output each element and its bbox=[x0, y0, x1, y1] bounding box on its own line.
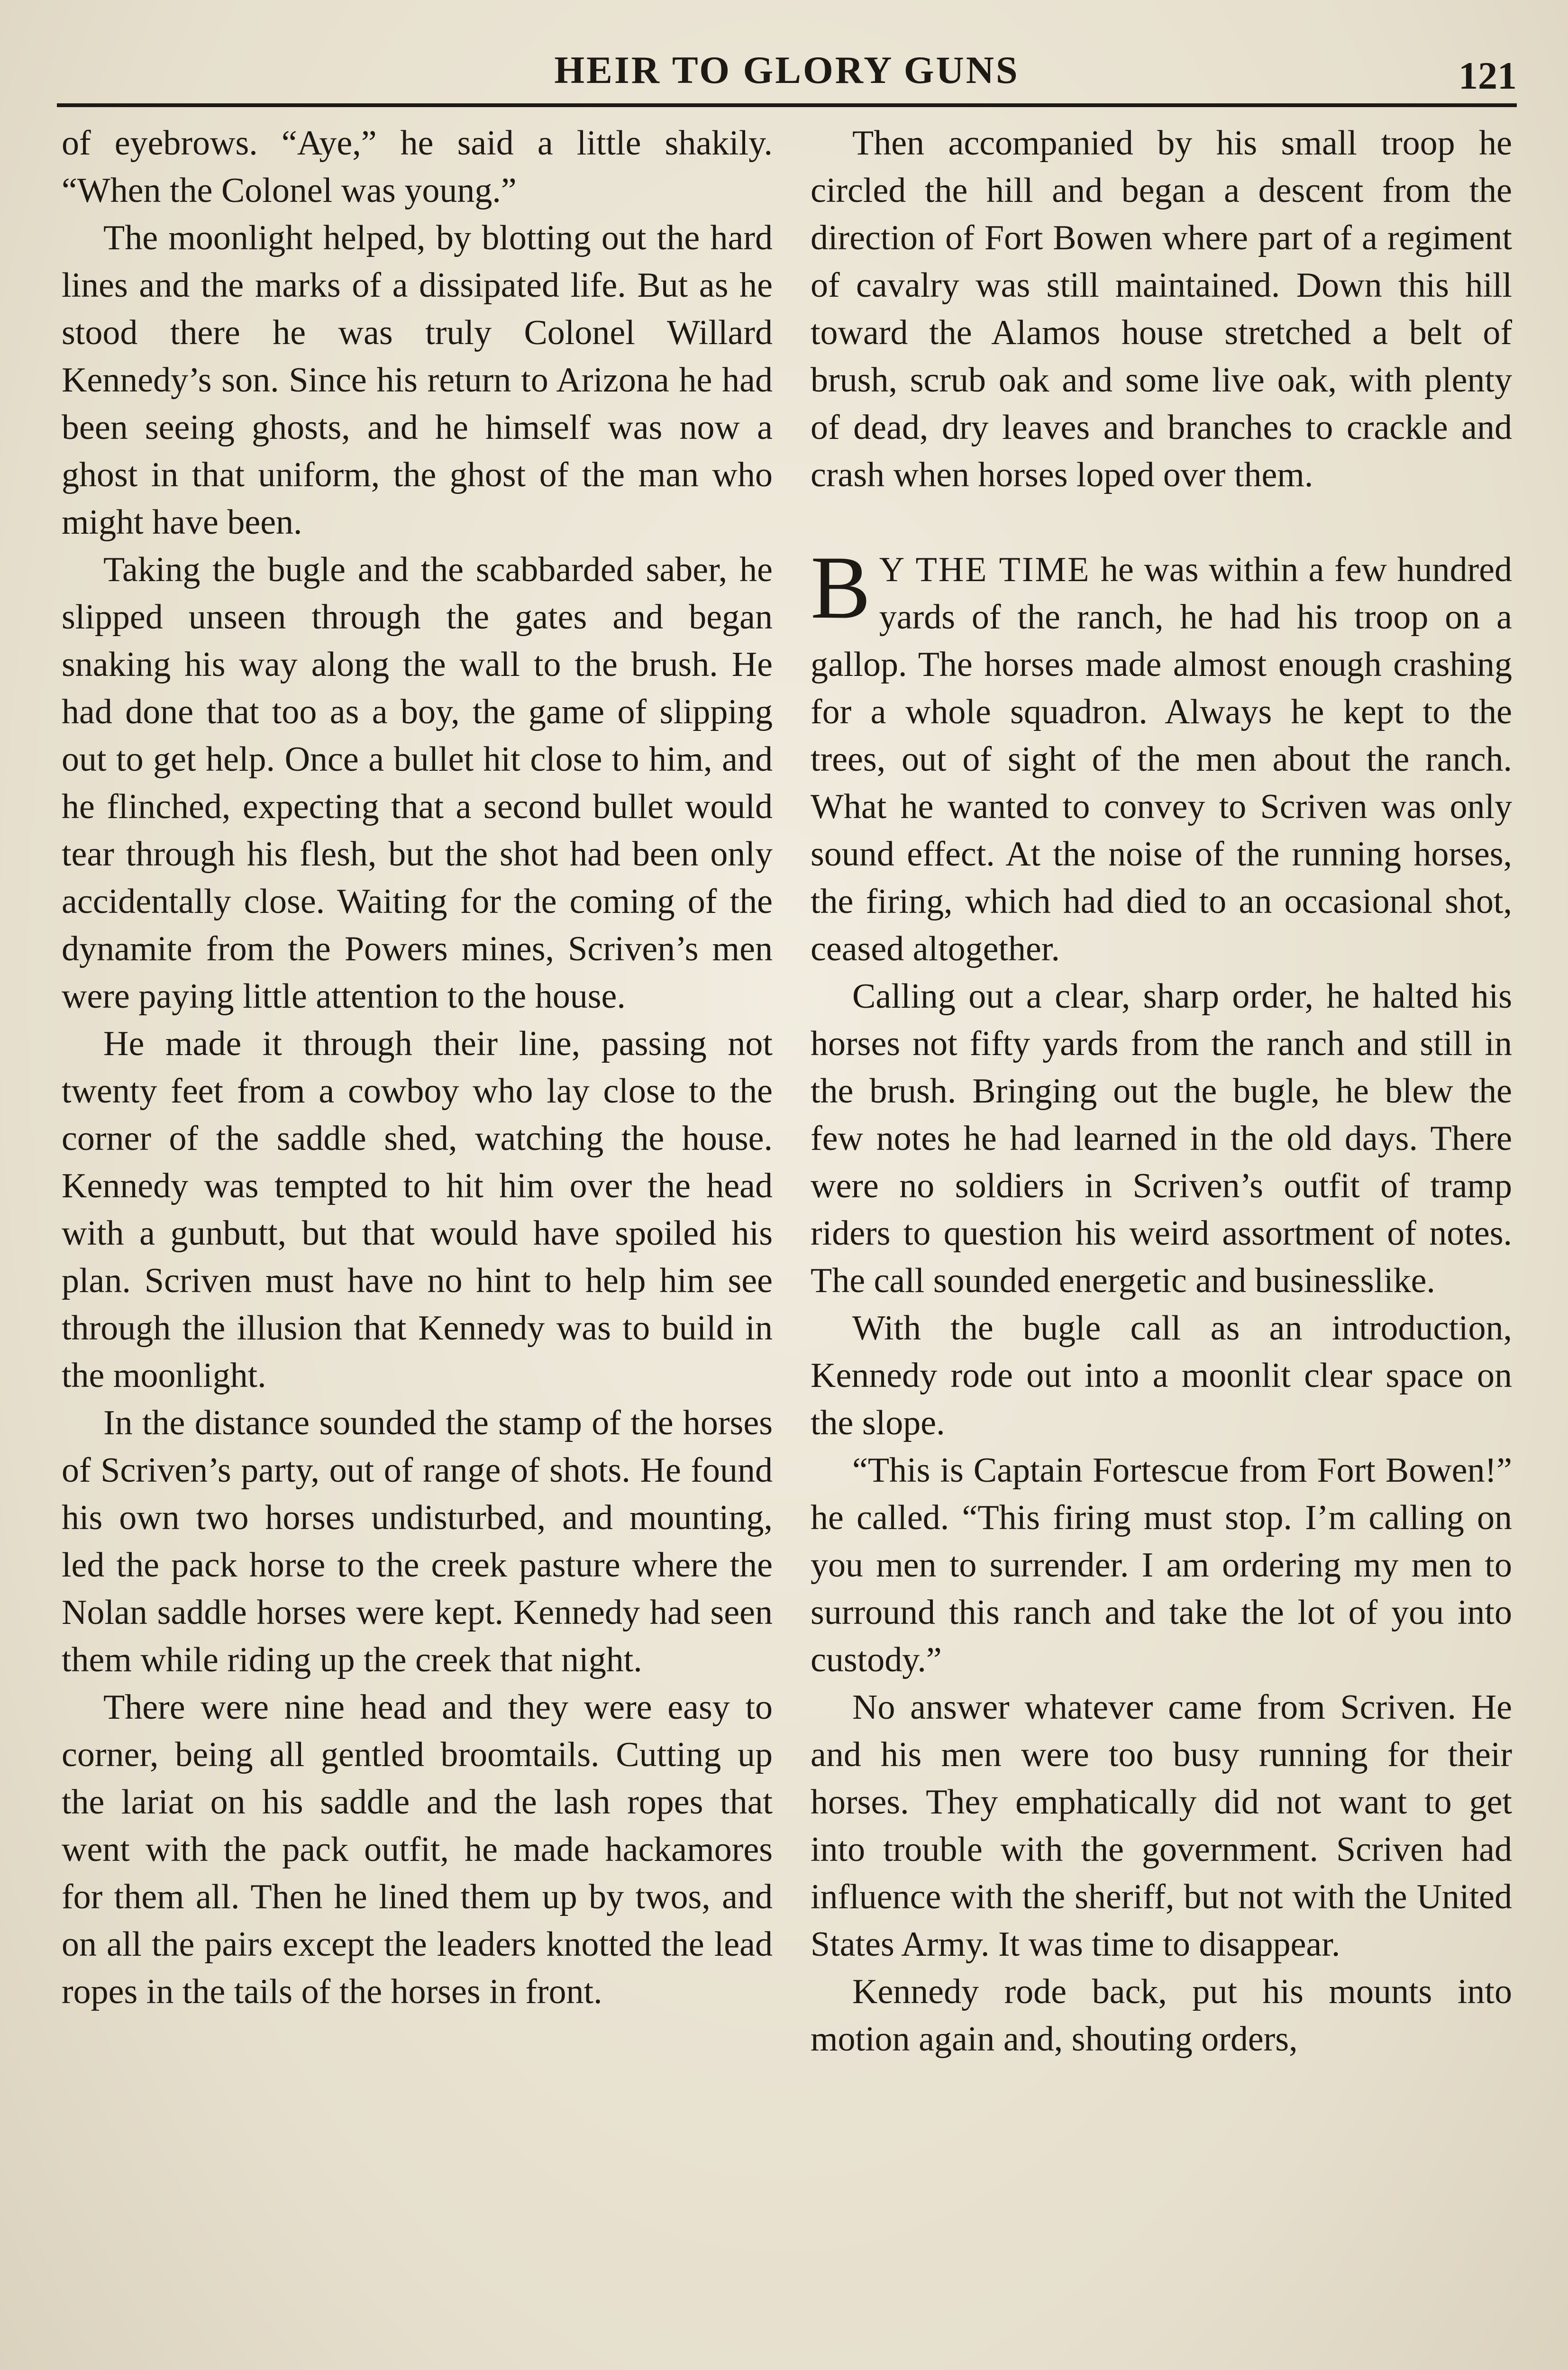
header-rule bbox=[57, 103, 1517, 107]
paragraph: Then accompanied by his small troop he circled the hill and began a descent from the direction of Fort Bowen where part of a regiment of cavalry was still maintained. Down this hill toward the Alamos house stretched a belt of brush, scrub oak and some live oak, with plenty of dead, dry leaves and branches to crackle and crash when horses loped over them. bbox=[811, 124, 1512, 494]
section-paragraph-text: he was within a few hundred yards of the ranch, he had his troop on a gallop. The horses made almost enough crashing for a whole squadron. Always he kept to the trees, out of sight of the men about the ranch. What he wanted to convey to Scriven was only sound effect. At the noise of the running horses, the firing, which had died to an occasional shot, ceased altogether. bbox=[811, 550, 1512, 968]
paragraph: The moonlight helped, by blotting out the hard lines and the marks of a dissipated life. But as he stood there he was truly Colonel Willard Kennedy’s son. Since his return to Arizona he had been seeing ghosts, and he himself was now a ghost in that uniform, the ghost of the man who might have been. bbox=[62, 219, 773, 542]
drop-cap: B bbox=[811, 538, 871, 638]
running-title: HEIR TO GLORY GUNS bbox=[554, 48, 1020, 91]
paragraph: Taking the bugle and the scabbarded saber, he slipped unseen through the gates and began snaking his way along the wall to the brush. He had done that too as a boy, the game of slipping out to get help. Once a bullet hit close to him, and he flinched, expecting that a second bullet would tear through his flesh, but the shot had been only accidentally close. Waiting for the coming of the dynamite from the Powers mines, Scriven’s men were paying little attention to the house. bbox=[62, 550, 773, 1016]
paragraph: There were nine head and they were easy to corner, being all gentled broomtails. Cutting up the lariat on his saddle and the lash ropes that went with the pack outfit, he made hackamores for them all. Then he lined them up by twos, and on all the pairs except the leaders knotted the lead ropes in the tails of the horses in front. bbox=[62, 1688, 773, 2011]
page-header bbox=[57, 45, 1517, 107]
paragraph: Kennedy rode back, put his mounts into motion again and, shouting orders, bbox=[811, 1972, 1512, 2059]
right-column bbox=[811, 119, 1512, 2063]
left-column bbox=[62, 119, 773, 2015]
page-number: 121 bbox=[1459, 54, 1517, 97]
section-lead-caps: Y THE TIME bbox=[879, 550, 1091, 589]
paragraph: With the bugle call as an introduction, Kennedy rode out into a moonlit clear space on the slope. bbox=[811, 1309, 1512, 1442]
paragraph: In the distance sounded the stamp of the horses of Scriven’s party, out of range of shots. He found his own two horses undisturbed, and mounting, led the pack horse to the creek pasture where the Nolan saddle horses were kept. Kennedy had seen them while riding up the creek that night. bbox=[62, 1404, 773, 1679]
paragraph: Calling out a clear, sharp order, he halted his horses not fifty yards from the ranch and still in the brush. Bringing out the bugle, he blew the few notes he had learned in the old days. There were no soldiers in Scriven’s outfit of tramp riders to question his weird assortment of notes. The call sounded energetic and businesslike. bbox=[811, 977, 1512, 1300]
section-opening-paragraph bbox=[811, 538, 1512, 973]
paragraph: “This is Captain Fortescue from Fort Bowen!” he called. “This firing must stop. I’m calling on you men to surrender. I am ordering my men to surround this ranch and take the lot of you into custody.” bbox=[811, 1451, 1512, 1679]
paragraph: of eyebrows. “Aye,” he said a little shakily. “When the Colonel was young.” bbox=[62, 124, 773, 210]
paragraph: He made it through their line, passing not twenty feet from a cowboy who lay close to the corner of the saddle shed, watching the house. Kennedy was tempted to hit him over the head with a gunbutt, but that would have spoiled his plan. Scriven must have no hint to help him see through the illusion that Kennedy was to build in the moonlight. bbox=[62, 1024, 773, 1395]
paragraph: No answer whatever came from Scriven. He and his men were too busy running for their horses. They emphatically did not want to get into trouble with the government. Scriven had influence with the sheriff, but not with the United States Army. It was time to disappear. bbox=[811, 1688, 1512, 1964]
